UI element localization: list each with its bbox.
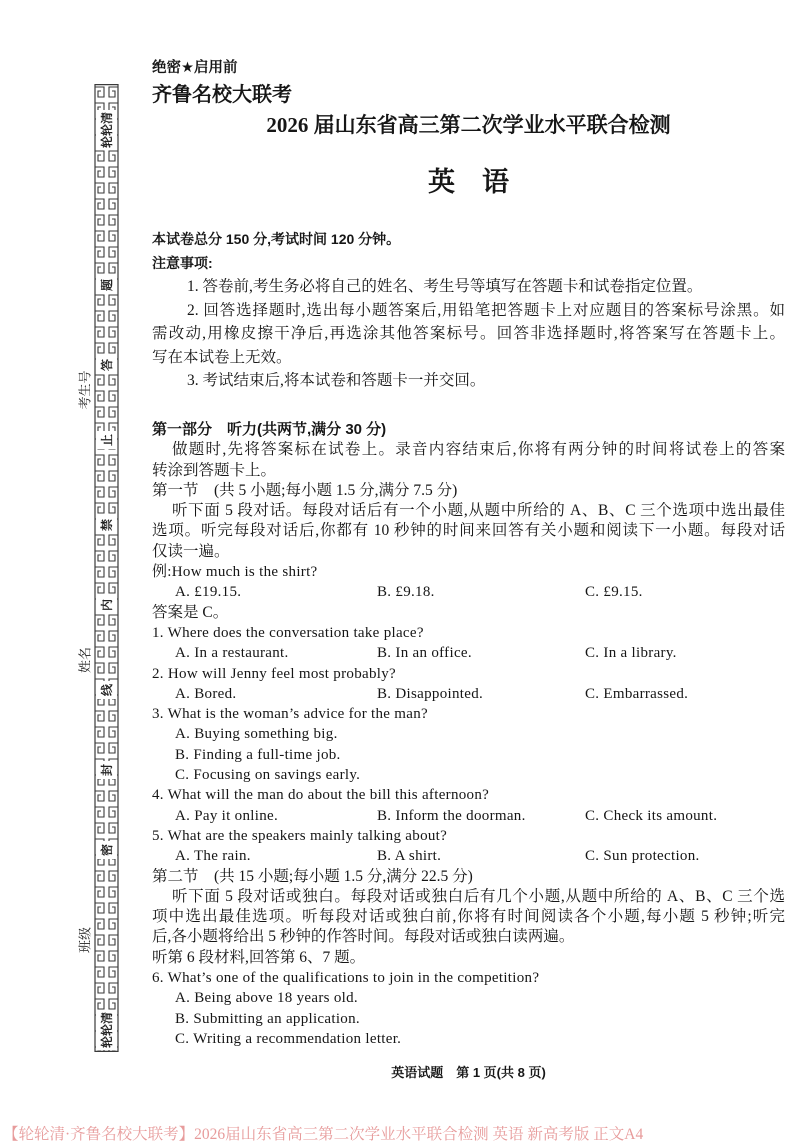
question-6-option-a: A. Being above 18 years old.	[175, 990, 358, 1007]
notice-item-2-line: 写在本试卷上无效。	[152, 348, 292, 366]
seal-char: 内	[99, 598, 114, 612]
question-3-option-c: C. Focusing on savings early.	[175, 767, 361, 784]
brand-mark-top: 轮轮清	[99, 111, 114, 149]
subject-title: 英 语	[428, 167, 509, 197]
page-footer: 英语试题 第 1 页(共 8 页)	[391, 1065, 546, 1080]
question-6-option-c: C. Writing a recommendation letter.	[175, 1030, 402, 1047]
question-5-options	[152, 846, 785, 866]
question-2-option-a: A. Bored.	[175, 685, 237, 702]
example-option-c: C. £9.15.	[585, 584, 643, 601]
brand-mark-bottom: 轮轮清	[99, 1011, 114, 1049]
seal-char: 封	[99, 763, 114, 777]
question-2: 2. How will Jenny feel most probably?	[152, 665, 396, 682]
section2-intro-line: 项中选出最佳选项。听每段对话或独白前,你将有时间阅读各个小题,每小题 5 秒钟;听完	[152, 908, 785, 926]
part1-intro-line: 做题时,先将答案标在试卷上。录音内容结束后,你将有两分钟的时间将试卷上的答案	[172, 441, 785, 459]
exam-title: 2026 届山东省高三第二次学业水平联合检测	[266, 113, 671, 137]
seal-char: 止	[99, 433, 114, 447]
seal-char: 答	[99, 358, 114, 372]
seal-char: 禁	[99, 518, 114, 532]
question-4-options	[152, 806, 785, 826]
watermark-banner: 【轮轮清·齐鲁名校大联考】2026届山东省高三第二次学业水平联合检测 英语 新高考版 正文A4	[3, 1126, 644, 1143]
seal-char: 线	[99, 683, 114, 697]
section1-intro-line: 仅读一遍。	[152, 542, 230, 560]
question-2-option-b: B. Disappointed.	[377, 685, 484, 702]
class-label: 班级	[77, 926, 93, 954]
part1-heading: 第一部分 听力(共两节,满分 30 分)	[152, 421, 387, 438]
example-options	[152, 582, 785, 602]
notice-item-1: 1. 答卷前,考生务必将自己的姓名、考生号等填写在答题卡和试卷指定位置。	[187, 278, 703, 295]
question-5: 5. What are the speakers mainly talking about?	[152, 827, 448, 844]
question-1-option-b: B. In an office.	[377, 645, 472, 662]
example-answer: 答案是 C。	[152, 603, 229, 621]
question-1-options	[152, 643, 785, 663]
question-6-option-b: B. Submitting an application.	[175, 1010, 360, 1027]
name-label: 姓名	[77, 646, 93, 674]
question-1-option-c: C. In a library.	[585, 645, 677, 662]
confidential-mark: 绝密★启用前	[152, 60, 238, 76]
part1-intro-line: 转涂到答题卡上。	[152, 461, 277, 479]
student-id-label: 考生号	[77, 370, 93, 410]
question-4: 4. What will the man do about the bill this afternoon?	[152, 787, 490, 804]
question-2-option-c: C. Embarrassed.	[585, 685, 689, 702]
seal-char: 题	[99, 278, 114, 292]
question-5-option-a: A. The rain.	[175, 848, 251, 865]
example-question: 例:How much is the shirt?	[152, 564, 318, 581]
seal-line-strip	[92, 84, 121, 1052]
notice-item-2-line: 需改动,用橡皮擦干净后,再选涂其他答案标号。回答非选择题时,将答案写在答题卡上。	[152, 325, 785, 342]
listening-part	[152, 420, 785, 1049]
section1-heading: 第一节 (共 5 小题;每小题 1.5 分,满分 7.5 分)	[152, 481, 458, 499]
question-1: 1. Where does the conversation take place?	[152, 624, 424, 641]
notice-item-3: 3. 考试结束后,将本试卷和答题卡一并交回。	[187, 372, 486, 389]
exam-alliance: 齐鲁名校大联考	[152, 84, 292, 106]
question-3-option-b: B. Finding a full-time job.	[175, 746, 341, 763]
question-2-options	[152, 684, 785, 704]
example-option-b: B. £9.18.	[377, 584, 435, 601]
question-5-option-b: B. A shirt.	[377, 848, 442, 865]
exam-summary: 本试卷总分 150 分,考试时间 120 分钟。	[152, 231, 401, 247]
question-4-option-a: A. Pay it online.	[175, 807, 279, 824]
question-3: 3. What is the woman’s advice for the man?	[152, 706, 428, 723]
section2-intro-line: 后,各小题将给出 5 秒钟的作答时间。每段对话或独白读两遍。	[152, 928, 575, 946]
exam-notice	[152, 228, 785, 393]
notice-heading: 注意事项:	[152, 254, 213, 271]
meander-pattern	[95, 84, 118, 1052]
question-1-option-a: A. In a restaurant.	[175, 645, 289, 662]
example-option-a: A. £19.15.	[175, 584, 242, 601]
question-4-option-c: C. Check its amount.	[585, 807, 718, 824]
question-4-option-b: B. Inform the doorman.	[377, 807, 526, 824]
question-5-option-c: C. Sun protection.	[585, 848, 700, 865]
seal-char: 密	[99, 843, 114, 857]
question-3-option-a: A. Buying something big.	[175, 726, 338, 743]
section1-intro-line: 选项。听完每段对话后,你都有 10 秒钟的时间来回答有关小题和阅读下一小题。每段对话	[152, 522, 785, 540]
section1-intro-line: 听下面 5 段对话。每段对话后有一个小题,从题中所给的 A、B、C 三个选项中选出最佳	[172, 502, 785, 520]
notice-item-2-line: 2. 回答选择题时,选出每小题答案后,用铅笔把答题卡上对应题目的答案标号涂黑。如	[187, 301, 785, 319]
section2-intro-line: 听下面 5 段对话或独白。每段对话或独白后有几个小题,从题中所给的 A、B、C 三个选	[172, 887, 785, 905]
material-note: 听第 6 段材料,回答第 6、7 题。	[152, 948, 366, 966]
section2-heading: 第二节 (共 15 小题;每小题 1.5 分,满分 22.5 分)	[152, 867, 473, 885]
question-6: 6. What’s one of the qualifications to join in the competition?	[152, 970, 540, 987]
